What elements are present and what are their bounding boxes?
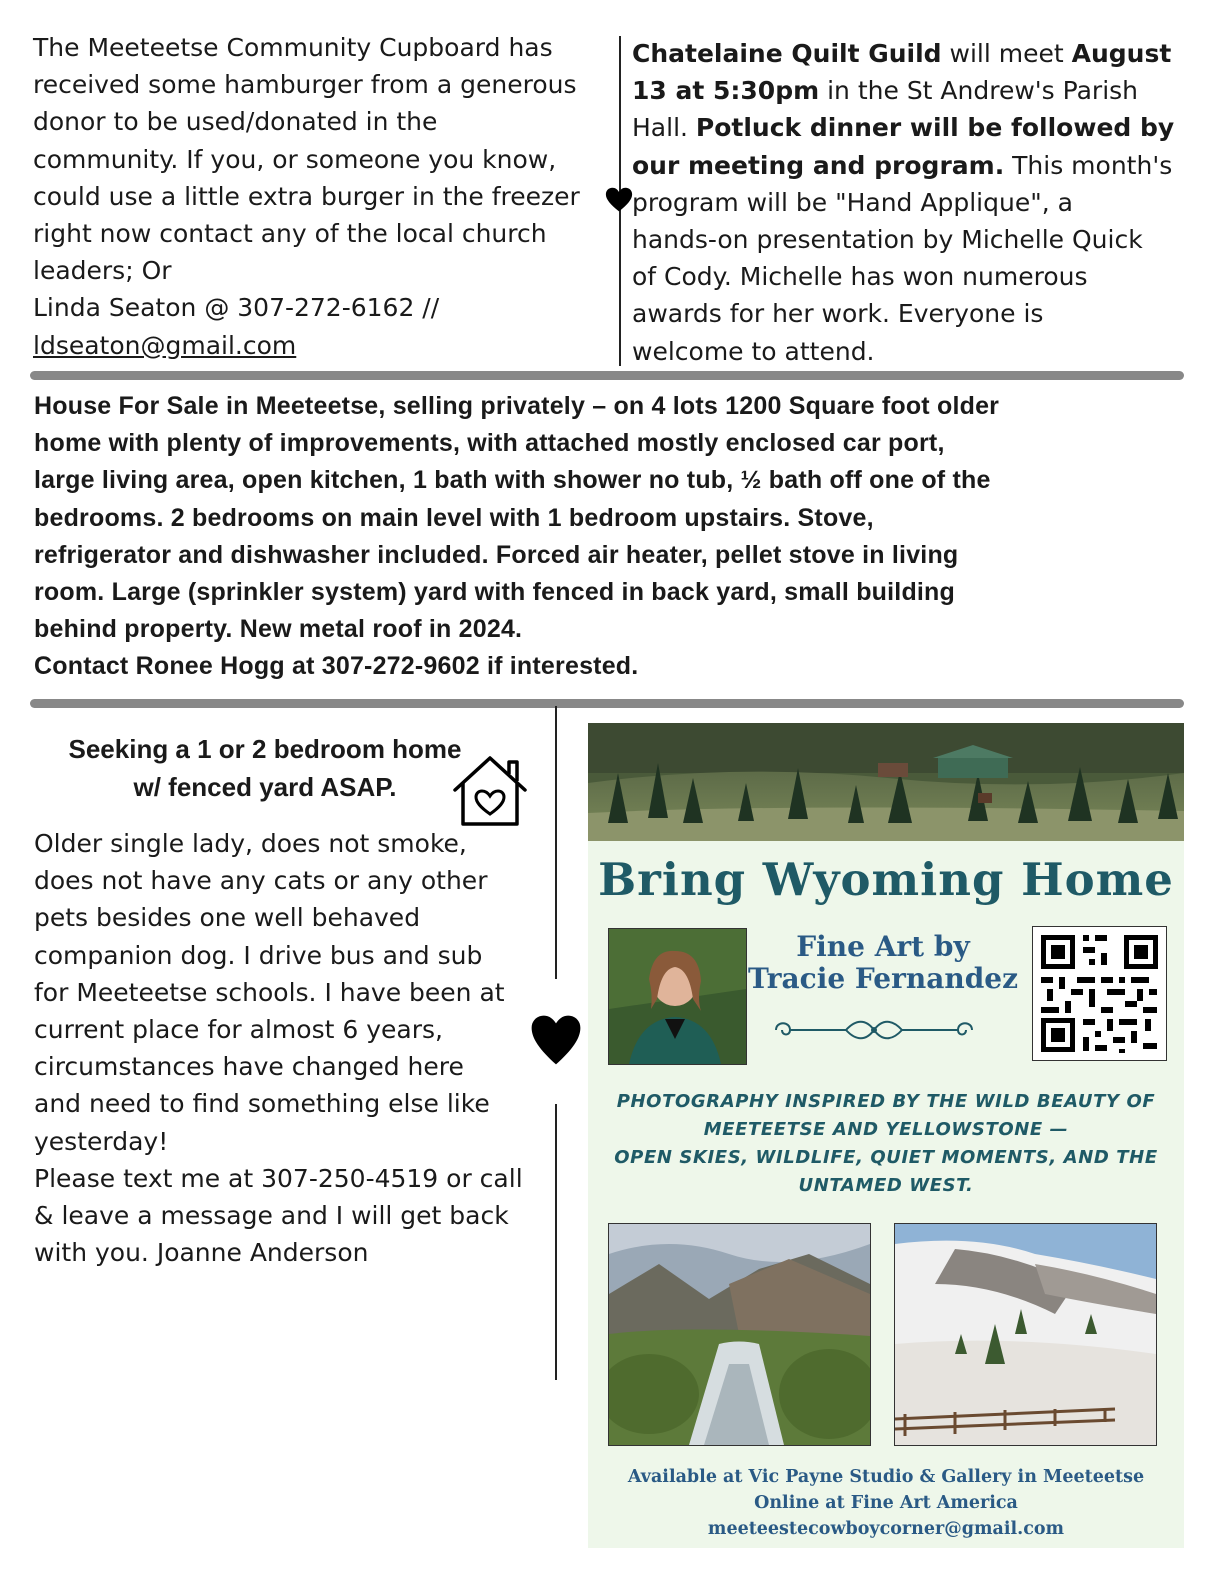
section-divider <box>30 371 1184 380</box>
section-divider <box>30 699 1184 708</box>
house-line: Contact Ronee Hogg at 307-272-9602 if interested. <box>34 652 639 681</box>
seeking-line: yesterday! <box>34 1126 169 1156</box>
house-line: bedrooms. 2 bedrooms on main level with 1 bedroom upstairs. Stove, <box>34 503 874 532</box>
seeking-line: circumstances have changed here <box>34 1052 464 1082</box>
cupboard-line: could use a little extra burger in the freezer <box>33 181 580 211</box>
ad-footer-line: Available at Vic Payne Studio & Gallery in Meeteetse <box>627 1467 1145 1487</box>
bottom-column-divider <box>555 1104 557 1380</box>
quilt-line: program will be "Hand Applique", a <box>632 187 1073 217</box>
quilt-text: in the St Andrew's Parish <box>819 76 1139 106</box>
meeting-date: August <box>1071 39 1172 68</box>
house-line: home with plenty of improvements, with attached mostly enclosed car port, <box>34 429 945 458</box>
seeking-line: for Meeteetse schools. I have been at <box>34 977 505 1007</box>
cupboard-line: The Meeteetse Community Cupboard has <box>33 33 553 62</box>
ad-tagline-line: MEETEETSE AND YELLOWSTONE — <box>703 1119 1069 1140</box>
seeking-line: & leave a message and I will get back <box>34 1201 509 1231</box>
seeking-line: Please text me at 307-250-4519 or call <box>34 1163 523 1193</box>
house-heart-icon <box>449 752 531 828</box>
quilt-text: will meet <box>941 39 1072 68</box>
seeking-title <box>30 730 500 806</box>
cupboard-line: received some hamburger from a generous <box>33 70 577 100</box>
cupboard-line: leaders; Or <box>33 256 172 286</box>
qr-code[interactable] <box>1032 926 1167 1061</box>
art-advertisement <box>588 723 1184 1548</box>
guild-name: Chatelaine Quilt Guild <box>632 39 942 68</box>
quilt-guild-notice <box>632 35 1192 370</box>
quilt-line <box>632 35 1192 72</box>
house-line: room. Large (sprinkler system) yard with fenced in back yard, small building <box>34 578 955 607</box>
cupboard-email-link[interactable]: ldseaton@gmail.com <box>33 330 297 360</box>
cupboard-line: Linda Seaton @ 307-272-6162 // <box>33 293 440 323</box>
seeking-line: current place for almost 6 years, <box>34 1015 443 1045</box>
house-line: refrigerator and dishwasher included. Forced air heater, pellet stove in living <box>34 540 959 569</box>
mountain-landscape-photo <box>588 723 1184 841</box>
potluck-text: Potluck dinner will be followed by <box>695 113 1175 143</box>
river-landscape-photo <box>608 1223 871 1446</box>
seeking-title-line: Seeking a 1 or 2 bedroom home <box>68 734 462 764</box>
cupboard-line: community. If you, or someone you know, <box>33 144 557 174</box>
snowy-hillside-photo <box>894 1223 1157 1446</box>
cupboard-notice <box>33 29 618 364</box>
meeting-time: 13 at 5:30pm <box>632 76 820 106</box>
seeking-line: pets besides one well behaved <box>34 903 421 933</box>
house-line: large living area, open kitchen, 1 bath with shower no tub, ½ bath off one of the <box>34 466 991 495</box>
artist-portrait-photo <box>608 928 747 1065</box>
seeking-body <box>34 825 554 1271</box>
ad-subtitle <box>738 931 1028 995</box>
quilt-line: hands-on presentation by Michelle Quick <box>632 225 1143 255</box>
seeking-line: does not have any cats or any other <box>34 866 488 896</box>
house-line: House For Sale in Meeteetse, selling privately – on 4 lots 1200 Square foot older <box>34 392 1000 420</box>
ad-footer-email[interactable]: meeteestecowboycorner@gmail.com <box>707 1519 1065 1539</box>
ad-footer <box>588 1464 1184 1542</box>
seeking-title-line: w/ fenced yard ASAP. <box>133 772 397 802</box>
potluck-text: our meeting and program. <box>632 150 1005 180</box>
ad-tagline-line: OPEN SKIES, WILDLIFE, QUIET MOMENTS, AND THE <box>614 1147 1158 1168</box>
house-for-sale-notice <box>34 388 1194 686</box>
bottom-column-divider <box>555 706 557 979</box>
ad-subtitle-line: Tracie Fernandez <box>747 962 1018 995</box>
seeking-line: companion dog. I drive bus and sub <box>34 940 483 970</box>
ad-tagline <box>608 1088 1164 1200</box>
ad-subtitle-line: Fine Art by <box>796 930 970 963</box>
ad-title: Bring Wyoming Home <box>598 853 1174 906</box>
quilt-line: awards for her work. Everyone is <box>632 299 1044 329</box>
quilt-line: welcome to attend. <box>632 336 875 366</box>
ad-tagline-line: PHOTOGRAPHY INSPIRED BY THE WILD BEAUTY OF <box>616 1091 1156 1112</box>
quilt-line <box>632 109 1192 146</box>
quilt-line <box>632 147 1192 184</box>
heart-icon <box>605 186 633 214</box>
seeking-line: Older single lady, does not smoke, <box>34 829 467 858</box>
seeking-line: and need to find something else like <box>34 1089 490 1119</box>
quilt-line: of Cody. Michelle has won numerous <box>632 262 1088 292</box>
cupboard-line: donor to be used/donated in the <box>33 107 438 137</box>
house-line: behind property. New metal roof in 2024. <box>34 615 523 644</box>
ad-tagline-line: UNTAMED WEST. <box>798 1175 974 1196</box>
quilt-text: Hall. <box>632 113 696 143</box>
cupboard-line: right now contact any of the local church <box>33 219 547 249</box>
quilt-text: This month's <box>1004 150 1173 180</box>
seeking-line: with you. Joanne Anderson <box>34 1238 369 1268</box>
ad-footer-line: Online at Fine Art America <box>754 1493 1018 1513</box>
flourish-ornament <box>766 1015 982 1045</box>
quilt-line <box>632 72 1192 109</box>
